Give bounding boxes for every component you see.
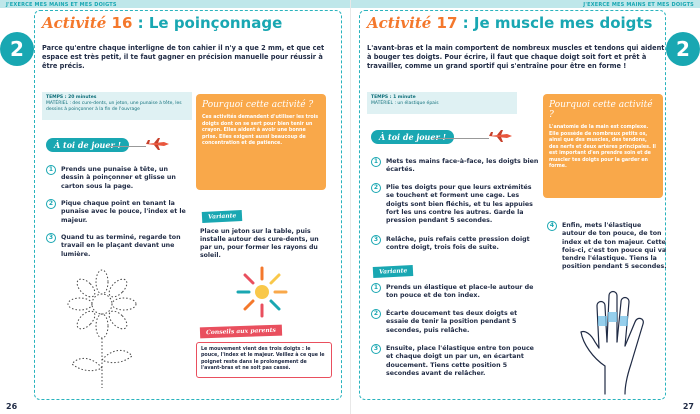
step-text: Ensuite, place l'élastique entre ton pouce et chaque doigt un par un, en écartant doucement. Tiens cette position 5 secondes avant de relâcher. [386, 345, 534, 377]
step-item [371, 345, 539, 378]
banner-string [433, 138, 489, 139]
why-text: L'anatomie de la main est complexe. Elle possède de nombreux petits os, ainsi que des muscles, des tendons, des nerfs et deux artères principales. Il est important d'en prendre soin et de muscler tes doigts pour la garder en forme. [549, 125, 656, 169]
hand-drawing [575, 286, 655, 396]
step-text: Quand tu as terminé, regarde ton travail en le plaçant devant une lumière. [61, 234, 181, 258]
intro-text: Parce qu'entre chaque interligne de ton cahier il n'y a que 2 mm, et que cet espace est très petit, il te faut gagner en précision manuelle pour réussir à être précis. [42, 44, 325, 70]
step-number: 3 [46, 233, 56, 243]
right-page [350, 0, 700, 414]
step-item [371, 184, 539, 225]
activity-title [42, 14, 282, 32]
variante-label: Variante [373, 265, 414, 278]
why-title: Pourquoi cette activité ? [202, 100, 314, 110]
variante-text: Place un jeton sur la table, puis installe autour des cure-dents, un par un, pour former les rayons du soleil. [200, 228, 319, 259]
plane-icon [144, 137, 170, 151]
step-number: 2 [46, 199, 56, 209]
time-material-box [42, 92, 192, 120]
activity-number: 17 [436, 14, 458, 32]
activity-word: Activité [42, 14, 107, 32]
step-text: Enfin, mets l'élastique autour de ton pouce, de ton index et de ton majeur. Cette fois-ci, c'est ton pouce qui va tendre l'élastique. Tiens la position pendant 5 secondes. [562, 222, 667, 271]
activity-title [367, 14, 652, 32]
step-number: 3 [371, 344, 381, 354]
step-item [46, 200, 186, 225]
conseils-label: Conseils aux parents [200, 325, 282, 339]
plane-icon [487, 129, 513, 143]
time-material-box [367, 92, 517, 114]
step-item [46, 166, 186, 191]
time-label: TEMPS : 20 minutes [46, 95, 97, 100]
step-text: Mets tes mains face-à-face, les doigts bien écartés. [386, 158, 539, 174]
chapter-header: J'EXERCE MES MAINS ET MES DOIGTS [583, 2, 694, 8]
time-label: TEMPS : 1 minute [371, 95, 416, 100]
step-text: Prends un élastique et place-le autour de ton pouce et de ton index. [386, 284, 534, 300]
step-item [547, 222, 667, 272]
step-text: Pique chaque point en tenant la punaise avec le pouce, l'index et le majeur. [61, 200, 186, 224]
banner-string [108, 146, 146, 147]
material-label: MATÉRIEL : des cure-dents, un jeton, une punaise à tête, les dessins à poinçonner à la fin de l'ouvrage [46, 101, 182, 112]
chapter-badge: 2 [0, 32, 34, 66]
activity-number: 16 [111, 14, 133, 32]
activity-word: Activité [367, 14, 432, 32]
sun-drawing [234, 264, 290, 320]
step-item [371, 158, 539, 175]
page-number: 27 [682, 402, 694, 411]
step-text: Relâche, puis refais cette pression doigt contre doigt, trois fois de suite. [386, 236, 530, 252]
step-number: 4 [547, 221, 557, 231]
step-number: 3 [371, 235, 381, 245]
page-number: 26 [6, 402, 18, 411]
step-text: Plie tes doigts pour que leurs extrémités se touchent et forment une cage. Les doigts sont bien fléchis, et tu les appuies fort les uns contre les autres. Garde la pression pendant 5 secondes. [386, 184, 533, 225]
material-label: MATÉRIEL : un élastique épais [371, 101, 439, 106]
step-item [46, 234, 186, 259]
play-banner: À toi de jouer ! [371, 130, 454, 144]
why-box [196, 94, 326, 190]
step-number: 2 [371, 183, 381, 193]
step-item [371, 284, 539, 301]
why-box [543, 94, 663, 198]
flower-drawing [52, 268, 152, 392]
play-banner: À toi de jouer ! [46, 138, 129, 152]
intro-text: L'avant-bras et la main comportent de nombreux muscles et tendons qui aident à bouger tes doigts. Pour écrire, il faut que chaque doigt soit fort et prêt à travailler, comme un grand sportif qui s'entraîne pour être en forme ! [367, 44, 665, 70]
activity-name: : Le poinçonnage [137, 14, 283, 32]
step-number: 1 [46, 165, 56, 175]
step-text: Prends une punaise à tête, un dessin à poinçonner et glisse un carton sous la page. [61, 166, 176, 190]
why-title: Pourquoi cette activité ? [549, 100, 653, 120]
step-item [371, 310, 539, 335]
chapter-badge: 2 [666, 32, 700, 66]
conseils-text: Le mouvement vient des trois doigts : le pouce, l'index et le majeur. Veillez à ce que le poignet reste dans le prolongement de l'avant-bras et ne soit pas cassé. [196, 342, 332, 378]
variante-label: Variante [202, 210, 243, 223]
step-number: 1 [371, 283, 381, 293]
chapter-header: J'EXERCE MES MAINS ET MES DOIGTS [6, 2, 117, 8]
activity-name: : Je muscle mes doigts [462, 14, 653, 32]
step-number: 1 [371, 157, 381, 167]
step-item [371, 236, 539, 253]
step-number: 2 [371, 309, 381, 319]
why-text: Ces activités demandent d'utiliser les trois doigts dont on se sert pour bien tenir un crayon. Elles aident à avoir une bonne prise. Elles exigent aussi beaucoup de concentration et de patience. [202, 115, 319, 146]
step-text: Écarte doucement tes deux doigts et essaie de tenir la position pendant 5 secondes, puis relâche. [386, 310, 518, 334]
